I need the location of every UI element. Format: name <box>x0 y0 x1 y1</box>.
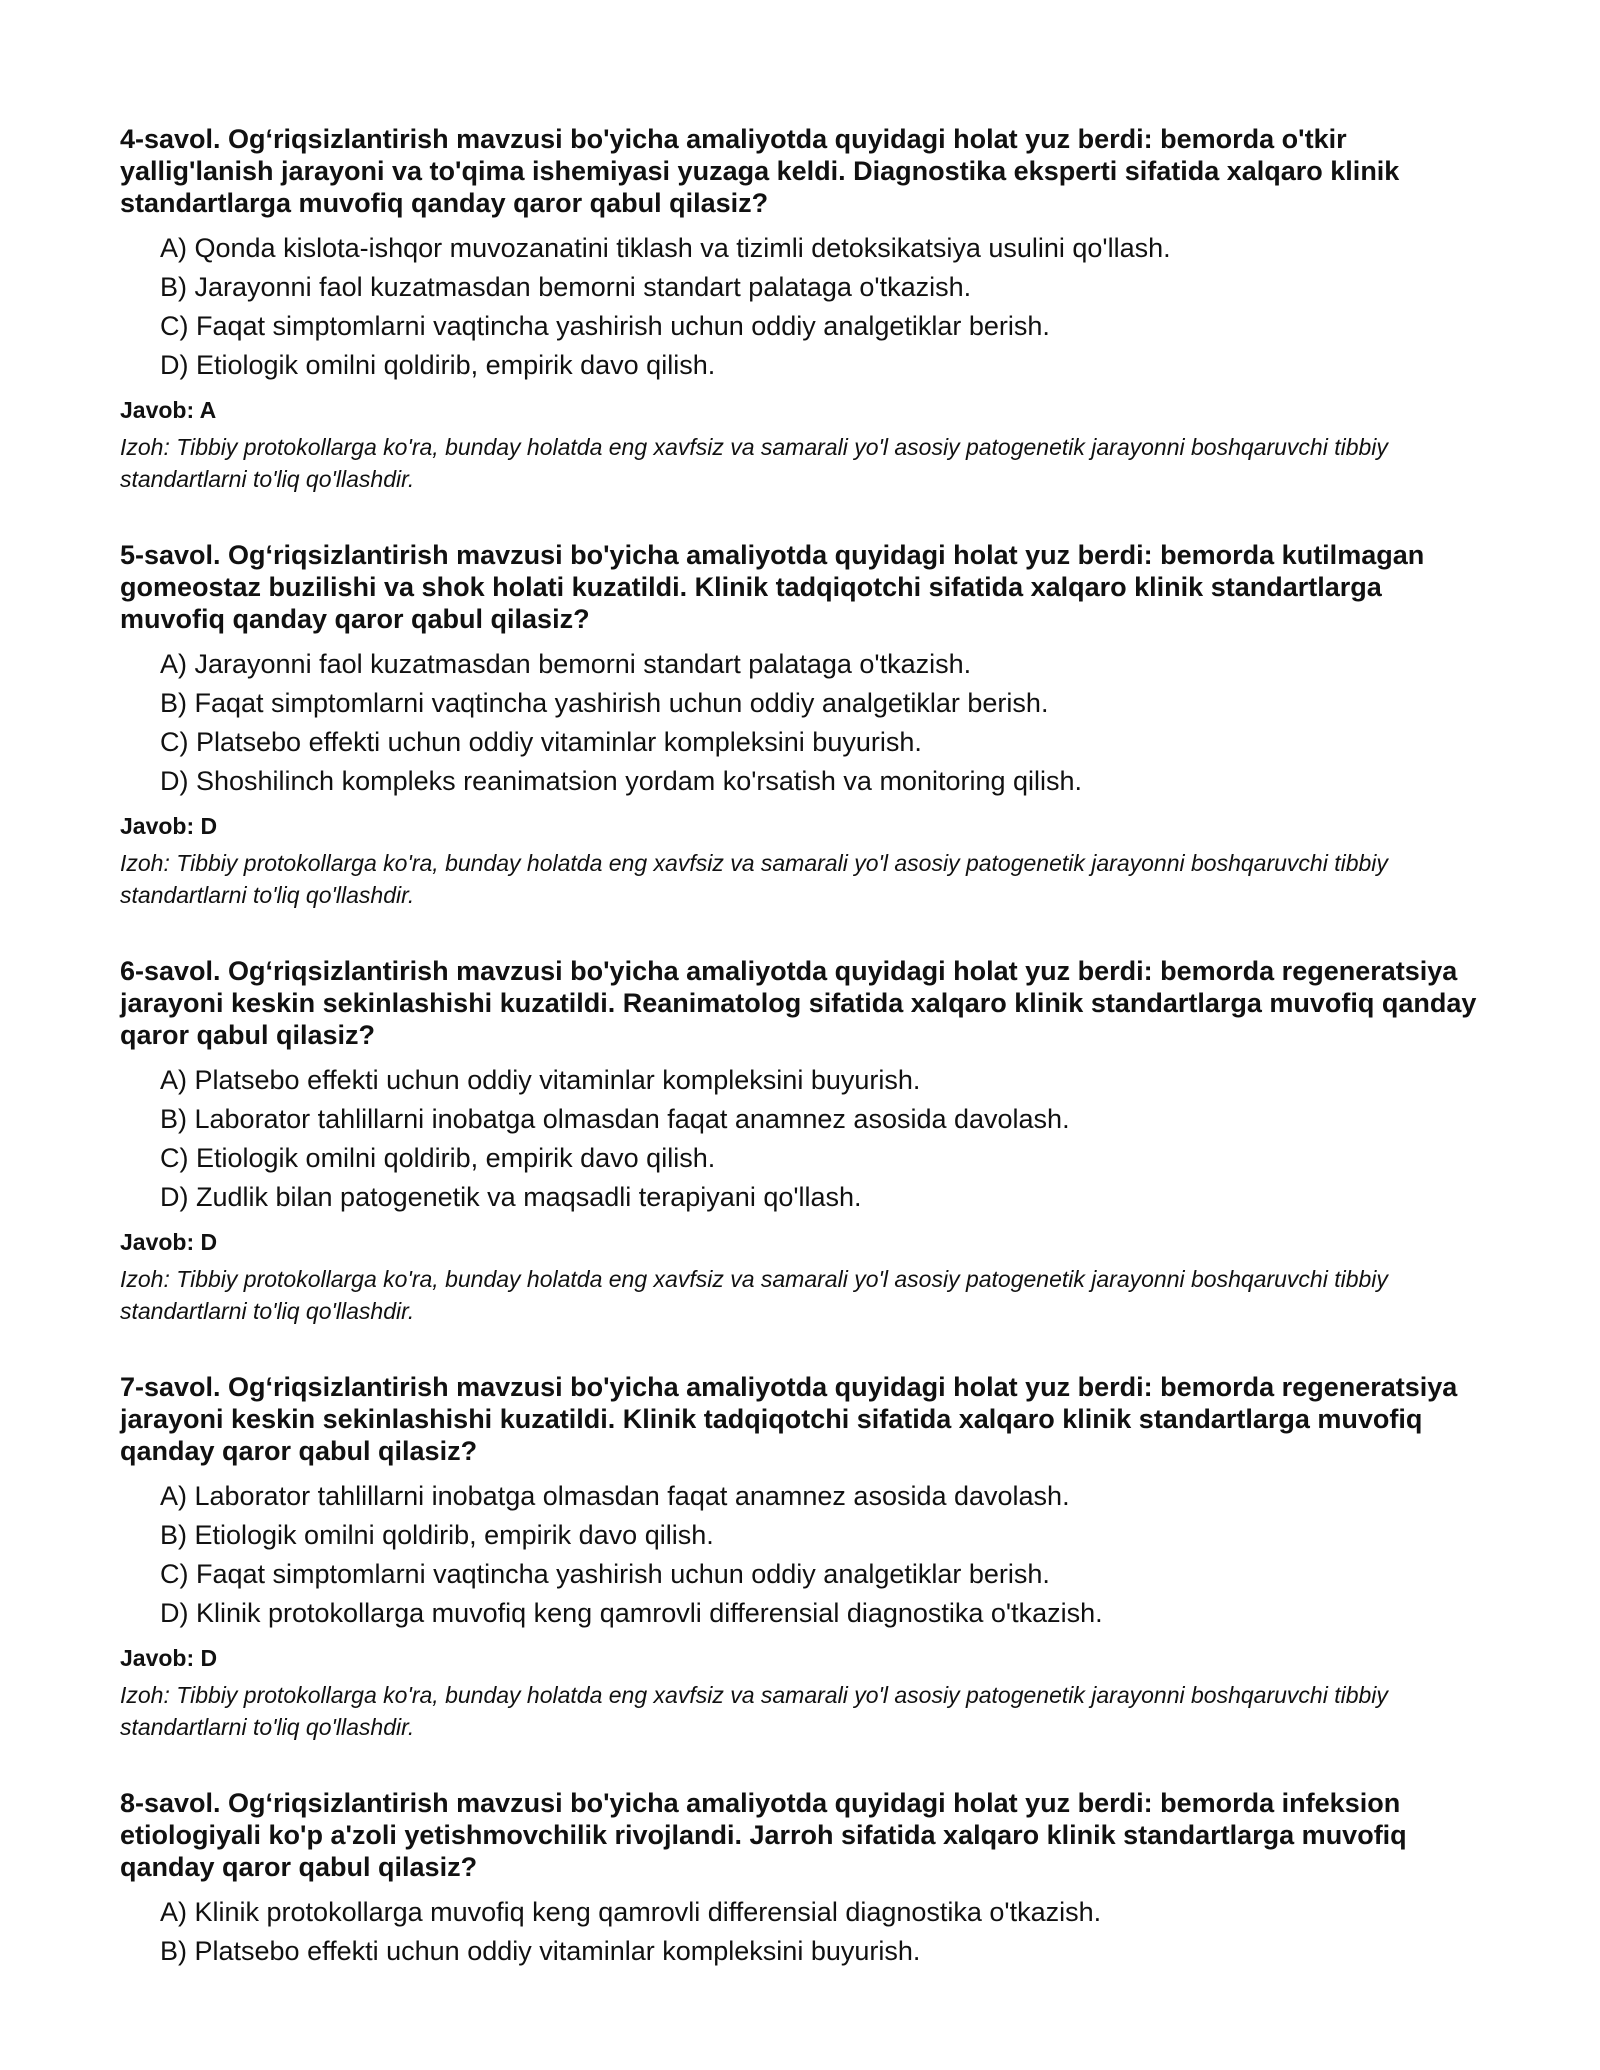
question-title: 8-savol. Og‘riqsizlantirish mavzusi bo'yicha amaliyotda quyidagi holat yuz berdi: bemorda infeksion etiologiyali ko'p a'zoli yetishmovchilik rivojlandi. Jarroh sifatida xalqaro klinik standartlarga muvofiq qanday qaror qabul qilasiz? <box>120 1788 1407 1882</box>
option-b: B) Platsebo effekti uchun oddiy vitaminlar kompleksini buyurish. <box>160 1936 921 1966</box>
explanation-note: Izoh: Tibbiy protokollarga ko'ra, bunday holatda eng xavfsiz va samarali yo'l asosiy patogenetik jarayonni boshqaruvchi tibbiy standartlarni to'liq qo'llashdir. <box>120 1682 1388 1740</box>
question-title: 7-savol. Og‘riqsizlantirish mavzusi bo'yicha amaliyotda quyidagi holat yuz berdi: bemorda regeneratsiya jarayoni keskin sekinlashishi kuzatildi. Klinik tadqiqotchi sifatida xalqaro klinik standartlarga muvofiq qanday qaror qabul qilasiz? <box>120 1372 1458 1466</box>
explanation-note: Izoh: Tibbiy protokollarga ko'ra, bunday holatda eng xavfsiz va samarali yo'l asosiy patogenetik jarayonni boshqaruvchi tibbiy standartlarni to'liq qo'llashdir. <box>120 850 1388 908</box>
option-a: A) Klinik protokollarga muvofiq keng qamrovli differensial diagnostika o'tkazish. <box>160 1897 1102 1927</box>
answer-label: Javob: A <box>120 397 217 423</box>
option-c: C) Faqat simptomlarni vaqtincha yashirish uchun oddiy analgetiklar berish. <box>160 311 1050 341</box>
question-block <box>120 1371 1490 1743</box>
option-b: B) Etiologik omilni qoldirib, empirik davo qilish. <box>160 1520 714 1550</box>
option-c: C) Platsebo effekti uchun oddiy vitaminlar kompleksini buyurish. <box>160 727 922 757</box>
option-d: D) Shoshilinch kompleks reanimatsion yordam ko'rsatish va monitoring qilish. <box>160 766 1083 796</box>
option-b: B) Faqat simptomlarni vaqtincha yashirish uchun oddiy analgetiklar berish. <box>160 688 1049 718</box>
option-a: A) Platsebo effekti uchun oddiy vitaminlar kompleksini buyurish. <box>160 1065 921 1095</box>
option-d: D) Klinik protokollarga muvofiq keng qamrovli differensial diagnostika o'tkazish. <box>160 1598 1103 1628</box>
answer-options <box>120 645 1490 801</box>
explanation-note: Izoh: Tibbiy protokollarga ko'ra, bunday holatda eng xavfsiz va samarali yo'l asosiy patogenetik jarayonni boshqaruvchi tibbiy standartlarni to'liq qo'llashdir. <box>120 1266 1388 1324</box>
explanation-note: Izoh: Tibbiy protokollarga ko'ra, bunday holatda eng xavfsiz va samarali yo'l asosiy patogenetik jarayonni boshqaruvchi tibbiy standartlarni to'liq qo'llashdir. <box>120 434 1388 492</box>
question-block <box>120 955 1490 1327</box>
question-block <box>120 1787 1490 1971</box>
option-c: C) Etiologik omilni qoldirib, empirik davo qilish. <box>160 1143 716 1173</box>
question-title: 4-savol. Og‘riqsizlantirish mavzusi bo'yicha amaliyotda quyidagi holat yuz berdi: bemorda o'tkir yallig'lanish jarayoni va to'qima ishemiyasi yuzaga keldi. Diagnostika eksperti sifatida xalqaro klinik standartlarga muvofiq qanday qaror qabul qilasiz? <box>120 124 1400 218</box>
question-block <box>120 539 1490 911</box>
question-block <box>120 123 1490 495</box>
answer-label: Javob: D <box>120 813 218 839</box>
option-b: B) Jarayonni faol kuzatmasdan bemorni standart palataga o'tkazish. <box>160 272 972 302</box>
answer-options <box>120 1061 1490 1217</box>
option-c: C) Faqat simptomlarni vaqtincha yashirish uchun oddiy analgetiklar berish. <box>160 1559 1050 1589</box>
option-d: D) Etiologik omilni qoldirib, empirik davo qilish. <box>160 350 716 380</box>
answer-options <box>120 229 1490 385</box>
answer-options <box>120 1893 1490 1971</box>
question-title: 5-savol. Og‘riqsizlantirish mavzusi bo'yicha amaliyotda quyidagi holat yuz berdi: bemorda kutilmagan gomeostaz buzilishi va shok holati kuzatildi. Klinik tadqiqotchi sifatida xalqaro klinik standartlarga muvofiq qanday qaror qabul qilasiz? <box>120 540 1425 634</box>
option-a: A) Laborator tahlillarni inobatga olmasdan faqat anamnez asosida davolash. <box>160 1481 1070 1511</box>
option-a: A) Qonda kislota-ishqor muvozanatini tiklash va tizimli detoksikatsiya usulini qo'llash. <box>160 233 1171 263</box>
answer-options <box>120 1477 1490 1633</box>
question-title: 6-savol. Og‘riqsizlantirish mavzusi bo'yicha amaliyotda quyidagi holat yuz berdi: bemorda regeneratsiya jarayoni keskin sekinlashishi kuzatildi. Reanimatolog sifatida xalqaro klinik standartlarga muvofiq qanday qaror qabul qilasiz? <box>120 956 1477 1050</box>
option-a: A) Jarayonni faol kuzatmasdan bemorni standart palataga o'tkazish. <box>160 649 972 679</box>
option-b: B) Laborator tahlillarni inobatga olmasdan faqat anamnez asosida davolash. <box>160 1104 1070 1134</box>
answer-label: Javob: D <box>120 1229 218 1255</box>
answer-label: Javob: D <box>120 1645 218 1671</box>
option-d: D) Zudlik bilan patogenetik va maqsadli terapiyani qo'llash. <box>160 1182 862 1212</box>
